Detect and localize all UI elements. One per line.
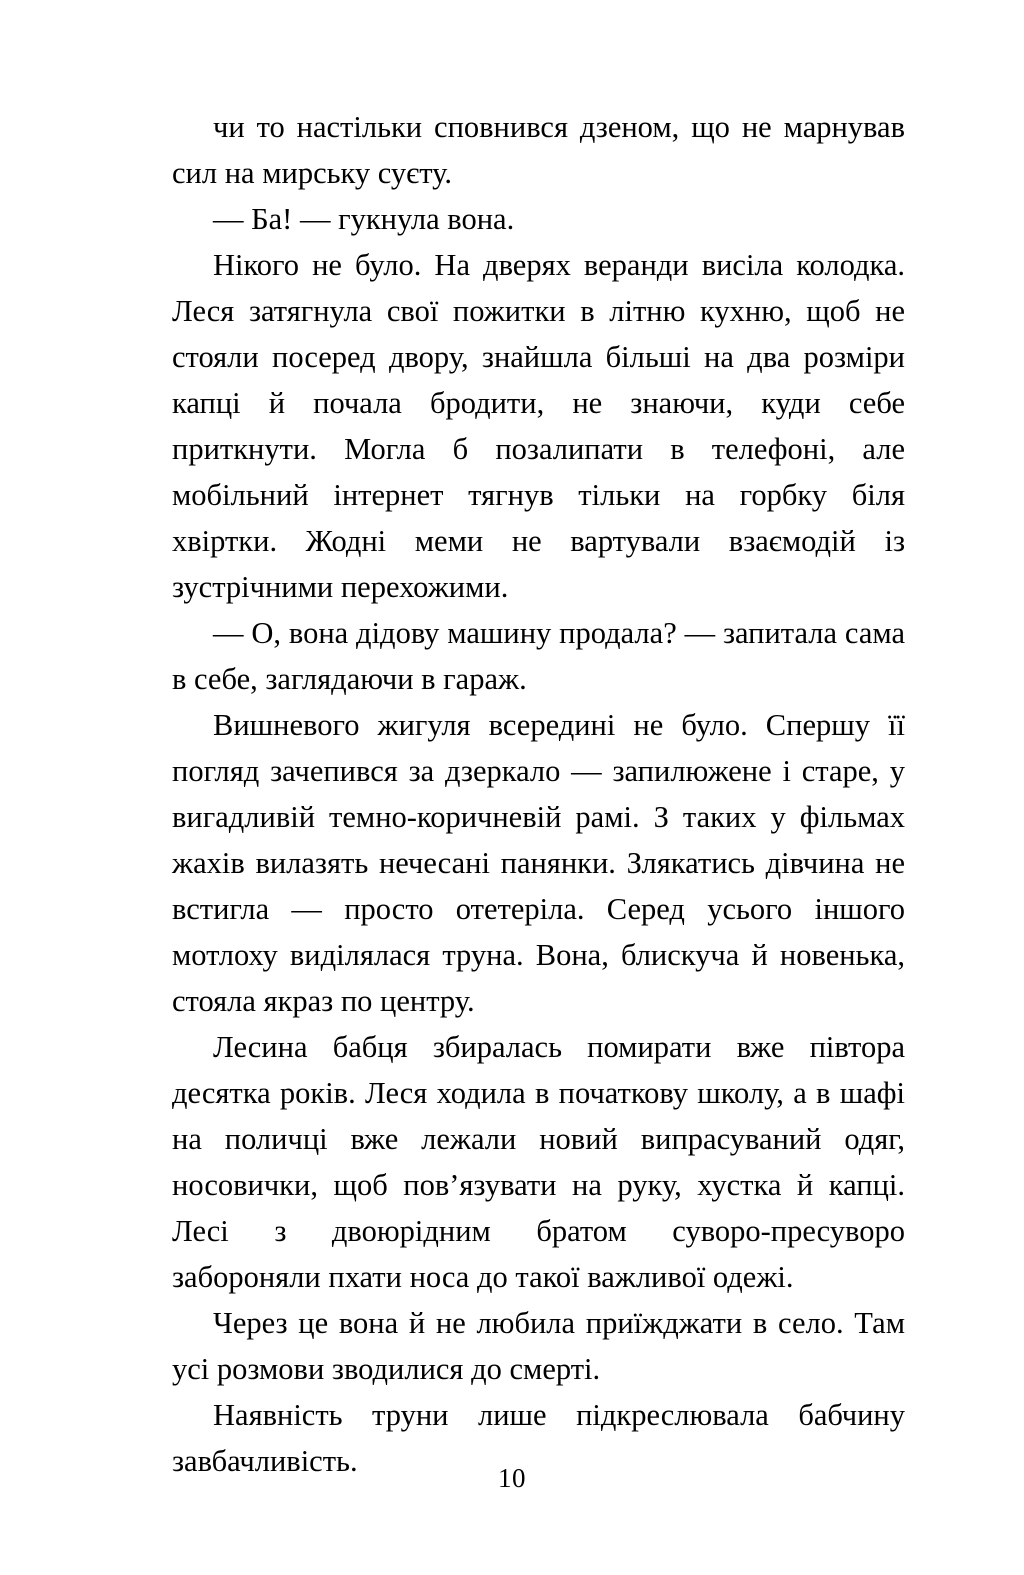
paragraph: — Ба! — гукнула вона. <box>213 202 515 236</box>
paragraph: чи то настільки сповнився дзеном, що не марнував сил на мирську суєту. <box>172 110 905 190</box>
paragraph: Наявність труни лише підкреслювала бабчину завбачливість. <box>172 1398 905 1478</box>
paragraph: Лесина бабця збиралась помирати вже півтора десятка років. Леся ходила в початкову школу, а в шафі на поличці вже лежали новий випрасуваний одяг, носовички, щоб пов’язувати на руку, хустка й капці. Лесі з двоюрідним братом суворо-пресуворо забороняли пхати носа до такої важливої одежі. <box>172 1030 905 1294</box>
page-body-text <box>172 104 905 1484</box>
page-number: 10 <box>498 1463 526 1493</box>
paragraph: Через це вона й не любила приїжджати в село. Там усі розмови зводилися до смерті. <box>172 1306 905 1386</box>
paragraph: Нікого не було. На дверях веранди висіла колодка. Леся затягнула свої пожитки в літню кухню, щоб не стояли посеред двору, знайшла більші на два розміри капці й почала бродити, не знаючи, куди себе приткнути. Могла б позалипати в телефоні, але мобільний інтернет тягнув тільки на горбку біля хвіртки. Жодні меми не вартували взаємодій із зустрічними перехожими. <box>172 248 905 604</box>
paragraph: — О, вона дідову машину продала? — запитала сама в себе, заглядаючи в гараж. <box>172 616 905 696</box>
paragraph: Вишневого жигуля всередині не було. Спершу її погляд зачепився за дзеркало — запилюжене і старе, у вигадливій темно-коричневій рамі. З таких у фільмах жахів вилазять нечесані панянки. Злякатись дівчина не встигла — просто отетеріла. Серед усього іншого мотлоху виділялася труна. Вона, блискуча й новенька, стояла якраз по центру. <box>172 708 905 1018</box>
